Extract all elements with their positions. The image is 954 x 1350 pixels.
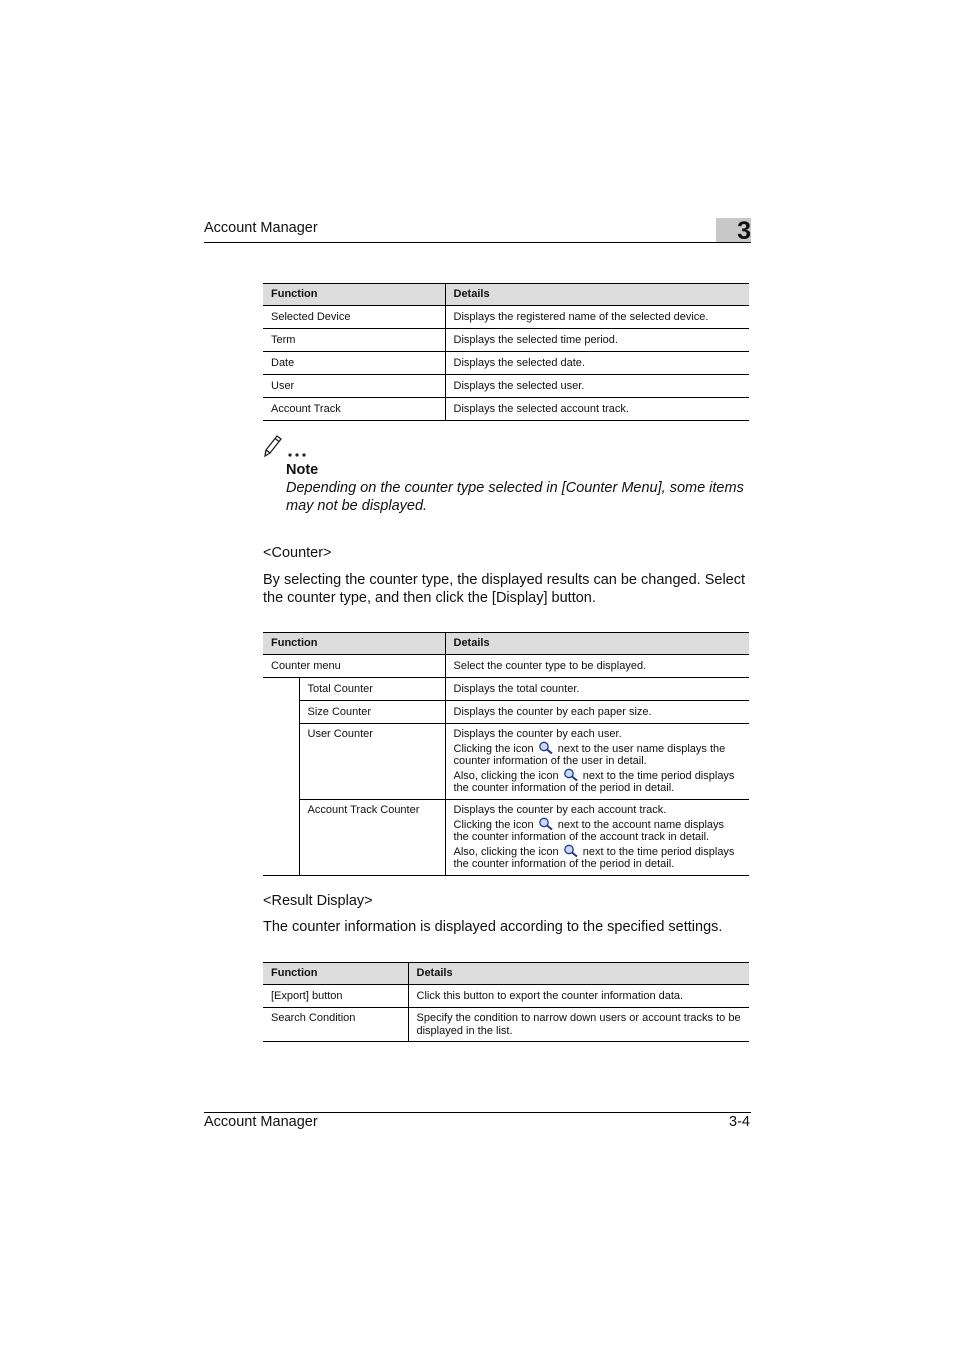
function-cell: Date — [263, 352, 445, 375]
header-rule — [204, 242, 751, 243]
chapter-number: 3 — [737, 217, 751, 245]
function-cell: Size Counter — [299, 701, 445, 724]
col-header-details: Details — [445, 284, 749, 306]
function-cell: Term — [263, 329, 445, 352]
table-row — [263, 799, 749, 875]
details-cell: Click this button to export the counter information data. — [408, 985, 749, 1008]
result-table — [263, 962, 749, 1042]
details-line: Displays the counter by each user. — [453, 728, 622, 740]
counter-heading: <Counter> — [263, 545, 332, 561]
table-row — [263, 1008, 749, 1042]
footer-rule — [204, 1112, 751, 1113]
details-cell: Displays the selected time period. — [445, 329, 749, 352]
function-cell: Search Condition — [263, 1008, 408, 1042]
table-row — [263, 375, 749, 398]
function-cell: Total Counter — [299, 678, 445, 701]
table-row — [263, 985, 749, 1008]
details-cell: Displays the registered name of the selected device. — [445, 306, 749, 329]
details-cell: Displays the counter by each account track. Clicking the icon next to the account name displays the counter information of the account track in detail. Also, clicking the icon next to the time period displays the counter information of the period in detail. — [445, 799, 749, 875]
magnifier-detail-icon[interactable] — [563, 844, 579, 857]
table-row — [263, 352, 749, 375]
magnifier-detail-icon[interactable] — [538, 741, 554, 754]
table-row — [263, 329, 749, 352]
details-cell: Specify the condition to narrow down users or account tracks to be displayed in the list. — [408, 1008, 749, 1042]
details-cell: Displays the selected account track. — [445, 398, 749, 421]
col-header-function: Function — [263, 963, 408, 985]
counter-table — [263, 632, 749, 876]
function-cell: Account Track — [263, 398, 445, 421]
table-row — [263, 701, 749, 724]
col-header-function: Function — [263, 633, 445, 655]
table-row — [263, 655, 749, 678]
result-display-description: The counter information is displayed according to the specified settings. — [263, 919, 723, 935]
magnifier-detail-icon[interactable] — [563, 768, 579, 781]
table-row — [263, 306, 749, 329]
details-cell: Displays the total counter. — [445, 678, 749, 701]
function-cell: [Export] button — [263, 985, 408, 1008]
table-row — [263, 398, 749, 421]
footer-title: Account Manager — [204, 1114, 318, 1130]
magnifier-detail-icon[interactable] — [538, 817, 554, 830]
function-cell: Selected Device — [263, 306, 445, 329]
details-table-1 — [263, 283, 749, 421]
col-header-details: Details — [445, 633, 749, 655]
col-header-function: Function — [263, 284, 445, 306]
header-title: Account Manager — [204, 220, 318, 236]
note-text: Depending on the counter type selected in [Counter Menu], some items may not be displayed. — [286, 480, 744, 514]
pencil-note-icon — [263, 432, 311, 458]
details-line: Displays the counter by each account track. — [453, 803, 667, 816]
table-row — [263, 678, 749, 701]
details-cell: Displays the counter by each paper size. — [445, 701, 749, 724]
table-row — [263, 724, 749, 800]
function-cell: User — [263, 375, 445, 398]
col-header-details: Details — [408, 963, 749, 985]
details-cell: Displays the counter by each user. Clicking the icon next to the user name displays the counter information of the user in detail. Also, clicking the icon next to the time period displays the counter information of the period in detail. — [445, 724, 749, 800]
function-cell: User Counter — [299, 724, 445, 800]
result-display-heading: <Result Display> — [263, 893, 373, 909]
function-cell: Account Track Counter — [299, 799, 445, 875]
details-cell: Displays the selected user. — [445, 375, 749, 398]
details-cell: Select the counter type to be displayed. — [445, 655, 749, 678]
details-cell: Displays the selected date. — [445, 352, 749, 375]
function-cell: Counter menu — [263, 655, 445, 678]
note-title: Note — [286, 462, 319, 478]
page-number: 3-4 — [729, 1114, 750, 1130]
counter-description: By selecting the counter type, the displayed results can be changed. Select the counter type, and then click the [Display] button. — [263, 572, 746, 606]
